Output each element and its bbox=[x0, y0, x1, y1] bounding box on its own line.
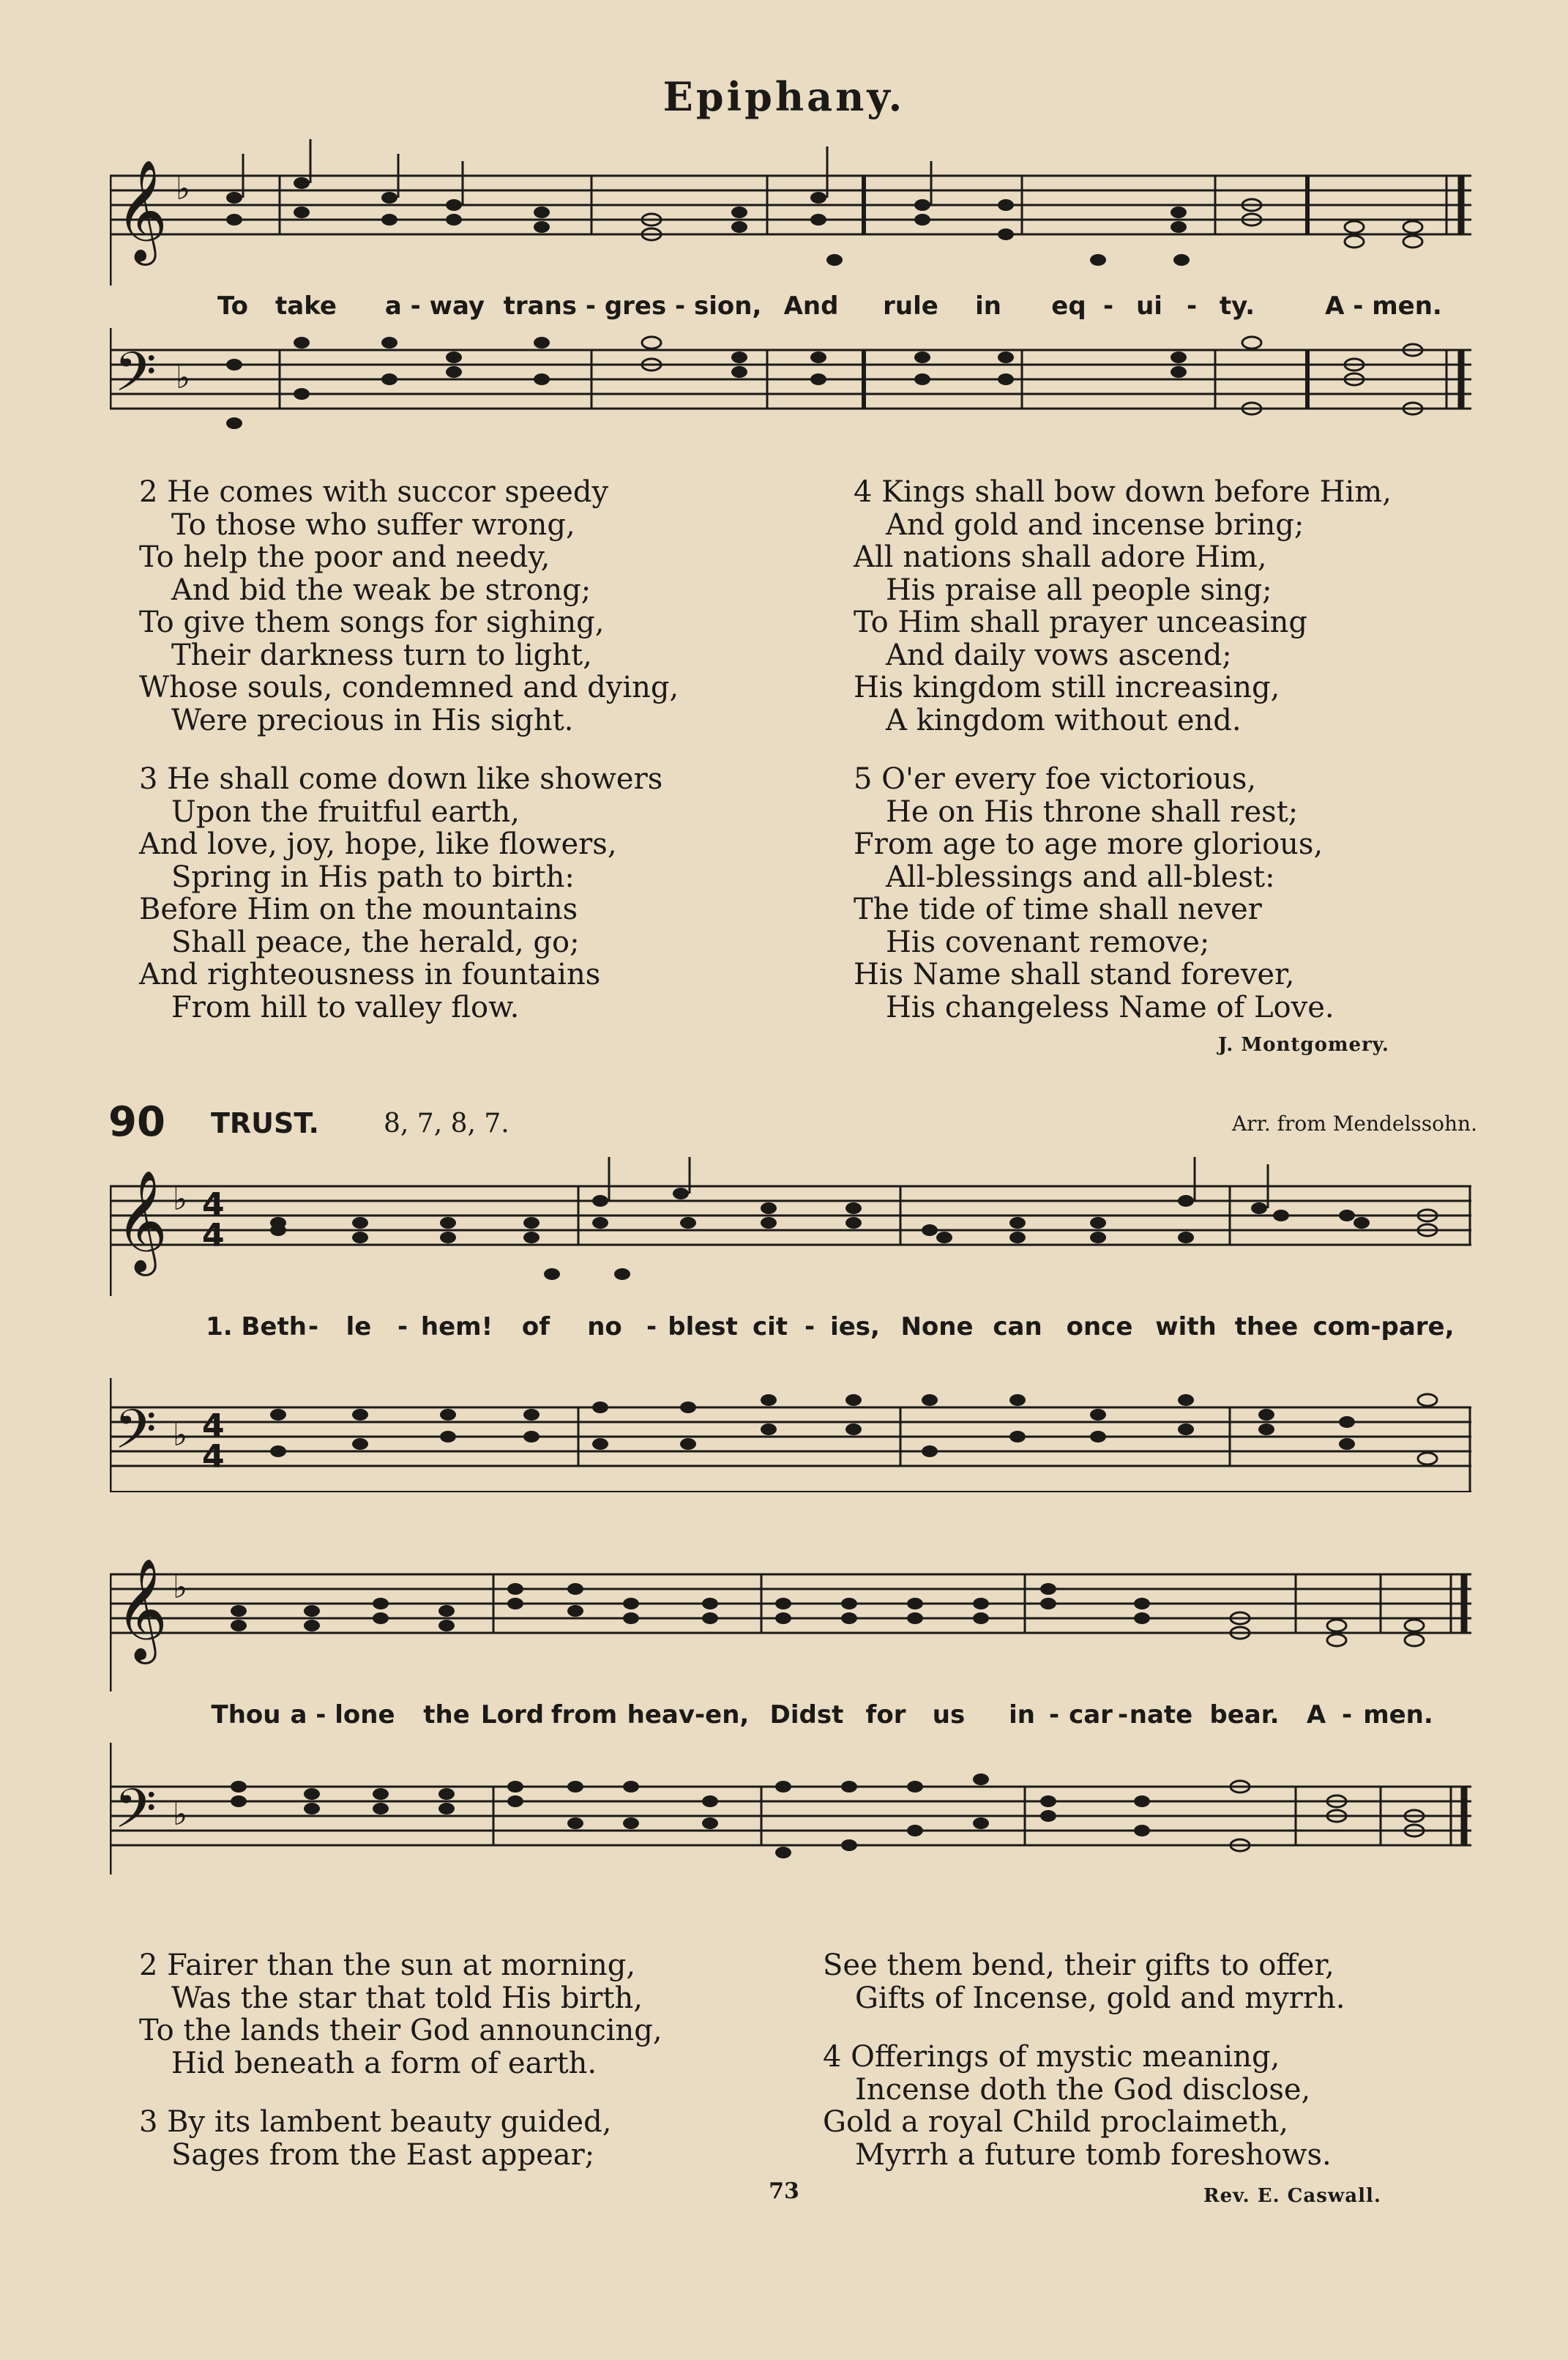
lyric-syllable: - bbox=[1048, 1700, 1060, 1730]
verse-line: 4 Kings shall bow down before Him, bbox=[854, 475, 1392, 509]
verse-line: 3 He shall come down like showers bbox=[139, 762, 663, 796]
verse-line: He on His throne shall rest; bbox=[886, 794, 1299, 829]
verse-line: His Name shall stand forever, bbox=[854, 958, 1295, 991]
lyric-syllable: A bbox=[1306, 1700, 1326, 1730]
lyric-syllable: To bbox=[217, 291, 249, 321]
hymn-a-bass-staff bbox=[110, 328, 1471, 460]
svg-text:𝄞: 𝄞 bbox=[116, 1558, 168, 1660]
verse-line: And daily vows ascend; bbox=[886, 638, 1232, 672]
hymn-90-heading bbox=[108, 1098, 1477, 1150]
svg-text:♭: ♭ bbox=[173, 1796, 187, 1832]
verse-line: And bid the weak be strong; bbox=[171, 573, 591, 607]
staff-lines bbox=[110, 1545, 1471, 1691]
verse-line: Were precious in His sight. bbox=[171, 703, 574, 737]
lyric-syllable: - bbox=[1186, 291, 1198, 321]
svg-text:𝄢: 𝄢 bbox=[114, 1398, 157, 1475]
lyric-syllable: And bbox=[783, 291, 839, 321]
verse-4 bbox=[823, 2041, 1345, 2171]
lyric-syllable: ty. bbox=[1219, 291, 1255, 321]
lyric-syllable: car bbox=[1069, 1700, 1113, 1730]
verse-line: To help the poor and needy, bbox=[139, 540, 550, 574]
time-signature-top: 4 bbox=[202, 1186, 225, 1224]
lyric-syllable: nate bbox=[1129, 1700, 1193, 1730]
verse-line: His praise all people sing; bbox=[886, 573, 1272, 607]
svg-text:♭: ♭ bbox=[176, 360, 190, 395]
lyric-syllable: men. bbox=[1363, 1700, 1433, 1730]
hymn-90-verses-left bbox=[139, 1949, 662, 2197]
staff-lines bbox=[110, 328, 1471, 460]
lyric-syllable: - bbox=[1117, 1700, 1129, 1730]
verse-line: 2 He comes with succor speedy bbox=[139, 475, 609, 509]
verse-line: And gold and incense bring; bbox=[886, 507, 1304, 542]
lyric-syllable: rule bbox=[883, 291, 938, 321]
svg-text:𝄞: 𝄞 bbox=[116, 160, 168, 261]
lyric-syllable: - bbox=[804, 1312, 815, 1341]
lyric-syllable: Thou bbox=[211, 1700, 281, 1730]
verse-line: Incense doth the God disclose, bbox=[855, 2072, 1311, 2107]
tune-name: TRUST. bbox=[211, 1107, 319, 1139]
lyric-syllable: com-pare, bbox=[1313, 1312, 1455, 1341]
verse-line: 4 Offerings of mystic meaning, bbox=[823, 2040, 1280, 2074]
verse-3-continued bbox=[823, 1949, 1345, 2014]
verse-line: 3 By its lambent beauty guided, bbox=[139, 2105, 612, 2139]
hymn-a-author: J. Montgomery. bbox=[1218, 1034, 1389, 1056]
verse-line: Gifts of Incense, gold and myrrh. bbox=[855, 1981, 1345, 2015]
svg-text:4: 4 bbox=[202, 1407, 225, 1445]
lyric-syllable: of bbox=[521, 1312, 550, 1341]
hymn-90-author: Rev. E. Caswall. bbox=[1203, 2185, 1381, 2207]
lyric-syllable: once bbox=[1066, 1312, 1133, 1341]
lyric-syllable: None bbox=[900, 1312, 974, 1341]
lyric-syllable: hem! bbox=[420, 1312, 493, 1341]
verse-line: Their darkness turn to light, bbox=[171, 638, 592, 672]
lyric-syllable: from bbox=[550, 1700, 618, 1730]
verse-line: And righteousness in fountains bbox=[139, 958, 601, 991]
hymn-90-lyric-line-2 bbox=[110, 1700, 1471, 1737]
lyric-syllable: - bbox=[646, 1312, 657, 1341]
lyric-syllable: blest bbox=[668, 1312, 738, 1341]
lyric-syllable: cit bbox=[752, 1312, 788, 1341]
time-signature-bottom: 4 bbox=[202, 1217, 225, 1254]
staff-lines bbox=[110, 1743, 1471, 1918]
verse-line: Hid beneath a form of earth. bbox=[171, 2046, 597, 2080]
verse-line: Gold a royal Child proclaimeth, bbox=[823, 2105, 1288, 2139]
svg-text:4: 4 bbox=[202, 1438, 225, 1475]
lyric-syllable: - bbox=[307, 1312, 319, 1341]
staff-lines bbox=[110, 1349, 1471, 1525]
verse-2 bbox=[139, 476, 679, 737]
lyric-syllable: the bbox=[423, 1700, 470, 1730]
lyric-syllable: in bbox=[1009, 1700, 1035, 1730]
hymn-90-system-2-bass bbox=[110, 1743, 1471, 1918]
verse-line: All nations shall adore Him, bbox=[854, 540, 1267, 574]
verse-line: Before Him on the mountains bbox=[139, 893, 578, 926]
lyric-syllable: - bbox=[1341, 1700, 1353, 1730]
verse-line: Whose souls, condemned and dying, bbox=[139, 671, 679, 704]
hymn-90-lyric-line-1 bbox=[110, 1312, 1471, 1349]
svg-text:𝄢: 𝄢 bbox=[114, 340, 157, 417]
verse-line: Upon the fruitful earth, bbox=[171, 794, 520, 829]
svg-text:𝄞: 𝄞 bbox=[116, 1170, 168, 1272]
lyric-syllable: take bbox=[275, 291, 337, 321]
lyric-syllable: A - men. bbox=[1325, 291, 1442, 321]
verse-line: His kingdom still increasing, bbox=[854, 671, 1280, 704]
lyric-syllable: Didst bbox=[769, 1700, 844, 1730]
hymn-a-lyric-line bbox=[110, 291, 1471, 328]
meter: 8, 7, 8, 7. bbox=[384, 1109, 509, 1139]
verse-line: Sages from the East appear; bbox=[171, 2137, 595, 2172]
lyric-syllable: for bbox=[865, 1700, 906, 1730]
lyric-syllable: heav-en, bbox=[627, 1700, 750, 1730]
verse-line: His covenant remove; bbox=[886, 925, 1210, 959]
lyric-syllable: eq bbox=[1051, 291, 1086, 321]
lyric-syllable: us bbox=[932, 1700, 966, 1730]
hymn-90-system-1-bass bbox=[110, 1349, 1471, 1525]
verse-2 bbox=[139, 1949, 662, 2080]
lyric-syllable: can bbox=[993, 1312, 1042, 1341]
verse-line: To those who suffer wrong, bbox=[171, 507, 575, 542]
verse-line: The tide of time shall never bbox=[854, 893, 1262, 926]
staff-lines bbox=[110, 1157, 1471, 1296]
verse-line: And love, joy, hope, like flowers, bbox=[139, 827, 617, 861]
lyric-syllable: Lord bbox=[480, 1700, 545, 1730]
lyric-syllable: ui bbox=[1136, 291, 1162, 321]
verse-line: His changeless Name of Love. bbox=[886, 990, 1334, 1024]
lyric-syllable: ies, bbox=[830, 1312, 880, 1341]
verse-4 bbox=[854, 476, 1392, 737]
hymn-90-system-1-treble bbox=[110, 1157, 1471, 1296]
verse-line: Spring in His path to birth: bbox=[171, 860, 575, 894]
hymn-a-treble-staff bbox=[110, 139, 1471, 286]
hymn-90-verses-right bbox=[823, 1949, 1345, 2197]
verse-line: All-blessings and all-blest: bbox=[886, 860, 1275, 894]
page-number: 73 bbox=[769, 2178, 799, 2204]
svg-text:♭: ♭ bbox=[173, 1181, 187, 1217]
verse-line: Myrrh a future tomb foreshows. bbox=[855, 2137, 1332, 2172]
verse-line: To Him shall prayer unceasing bbox=[854, 606, 1307, 639]
lyric-syllable: thee bbox=[1234, 1312, 1299, 1341]
lyric-syllable: a - way bbox=[384, 291, 485, 321]
lyric-syllable: in bbox=[975, 291, 1001, 321]
svg-text:𝄢: 𝄢 bbox=[114, 1777, 157, 1854]
verse-line: From hill to valley flow. bbox=[171, 990, 520, 1024]
lyric-syllable: le bbox=[346, 1312, 372, 1341]
lyric-syllable: trans - gres - sion, bbox=[503, 291, 762, 321]
verse-line: A kingdom without end. bbox=[886, 703, 1242, 737]
hymn-a-verses-left bbox=[139, 476, 679, 1050]
verse-line: To give them songs for sighing, bbox=[139, 606, 605, 639]
verse-3 bbox=[139, 763, 679, 1024]
hymn-a-verses-right bbox=[854, 476, 1392, 1050]
svg-text:♭: ♭ bbox=[173, 1569, 187, 1605]
verse-line: From age to age more glorious, bbox=[854, 827, 1324, 861]
page-title: Epiphany. bbox=[662, 73, 906, 120]
svg-text:♭: ♭ bbox=[176, 171, 190, 206]
verse-line: To the lands their God announcing, bbox=[139, 2014, 662, 2047]
lyric-syllable: - bbox=[1102, 291, 1114, 321]
lyric-syllable: - bbox=[397, 1312, 408, 1341]
lyric-syllable: bear. bbox=[1209, 1700, 1280, 1730]
hymn-90-system-2-treble bbox=[110, 1545, 1471, 1691]
verse-line: Shall peace, the herald, go; bbox=[171, 925, 580, 959]
verse-line: 2 Fairer than the sun at morning, bbox=[139, 1948, 636, 1982]
verse-3 bbox=[139, 2106, 662, 2171]
svg-text:♭: ♭ bbox=[173, 1417, 187, 1453]
verse-line: See them bend, their gifts to offer, bbox=[823, 1948, 1334, 1982]
staff-lines bbox=[110, 139, 1471, 286]
verse-line: 5 O'er every foe victorious, bbox=[854, 762, 1257, 796]
verse-line: Was the star that told His birth, bbox=[171, 1981, 643, 2015]
arrangement-credit: Arr. from Mendelssohn. bbox=[1231, 1112, 1477, 1136]
lyric-syllable: a - lone bbox=[290, 1700, 395, 1730]
hymn-number: 90 bbox=[108, 1098, 165, 1146]
verse-5 bbox=[854, 763, 1392, 1024]
lyric-syllable: no bbox=[587, 1312, 622, 1341]
lyric-syllable: with bbox=[1155, 1312, 1217, 1341]
lyric-syllable: 1. Beth bbox=[206, 1312, 307, 1341]
